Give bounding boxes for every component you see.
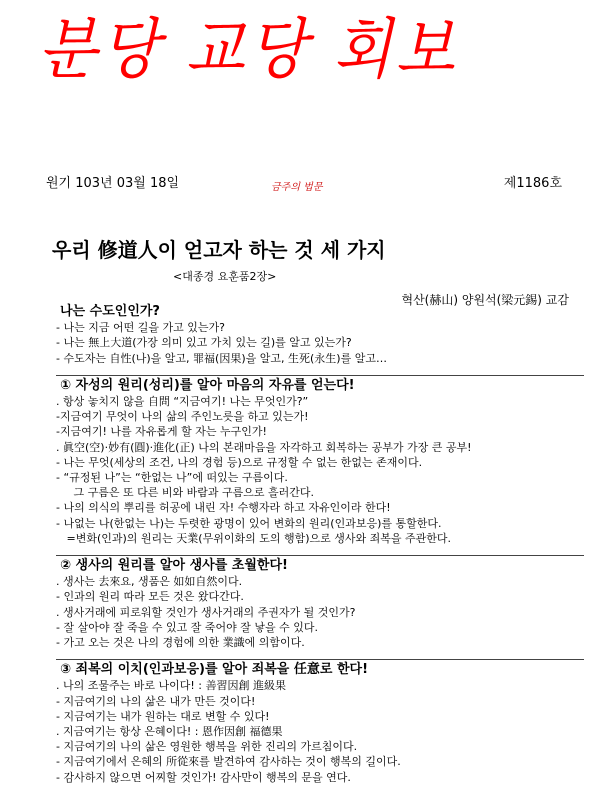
body-line: . 眞空(空)·妙有(圓)·進化(正) 나의 본래마음을 자각하고 회복하는 공부가 가장 큰 공부! xyxy=(56,440,472,454)
newsletter-masthead: 분당 교당 회보 xyxy=(38,11,458,88)
section xyxy=(56,555,584,650)
body-line: - 나는 무엇(세상의 조건, 나의 경험 등)으로 규정할 수 없는 한없는 존재이다. xyxy=(56,455,423,469)
body-line: - 가고 오는 것은 나의 경험에 의한 業識에 의함이다. xyxy=(56,636,305,650)
body-line: -지금여기 무엇이 나의 삶의 주인노릇을 하고 있는가! xyxy=(56,410,309,424)
body-line: . 지금여기는 항상 은혜이다! : 恩作因創 福德果 xyxy=(56,725,283,739)
body-line: 그 구름은 또 다른 비와 바람과 구름으로 흘러간다. xyxy=(56,486,314,500)
section-heading: ③ 죄복의 이치(인과보응)를 알아 죄복을 任意로 한다! xyxy=(56,659,584,677)
body-line: -지금여기! 나를 자유롭게 할 자는 누구인가! xyxy=(56,425,267,439)
body-line: . 항상 놓치지 않을 自問 “지금여기! 나는 무엇인가?” xyxy=(56,395,309,409)
body-line: - 잘 살아야 잘 죽을 수 있고 잘 죽어야 잘 낳을 수 있다. xyxy=(56,620,318,634)
body-line: . 생사는 去來요, 생품은 如如自然이다. xyxy=(56,575,243,589)
body-line: . 생사거래에 피로워할 것인가 생사거래의 주권자가 될 것인가? xyxy=(56,605,356,619)
body-line: - 지금여기에서 은혜의 所從來를 발견하여 감사하는 것이 행복의 길이다. xyxy=(56,755,401,769)
body-line: =변화(인과)의 원리는 天業(무위이화의 도의 행함)으로 생사와 죄복을 주관한다. xyxy=(56,531,451,545)
section xyxy=(56,375,584,546)
body-line: - 나없는 나(한없는 나)는 두렷한 광명이 있어 변화의 원리(인과보응)를 통할한다. xyxy=(56,516,442,530)
info-bar xyxy=(46,172,566,194)
publish-date: 원기 103년 03월 18일 xyxy=(46,176,180,191)
body-line: - 수도자는 自性(나)을 알고, 罪福(因果)을 알고, 生死(永生)를 알고… xyxy=(56,351,387,365)
section-heading: 나는 수도인인가? xyxy=(60,304,160,319)
body-line: - 인과의 원리 따라 모든 것은 왔다간다. xyxy=(56,590,244,604)
body-line: - 나는 지금 어떤 길을 가고 있는가? xyxy=(56,321,225,335)
section xyxy=(56,659,584,785)
body-line: - 나는 無上大道(가장 의미 있고 가치 있는 길)를 알고 있는가? xyxy=(56,336,352,350)
section xyxy=(56,302,584,366)
body-line: - “규정된 나”는 “한없는 나”에 떠있는 구름이다. xyxy=(56,471,288,485)
body-line: - 지금여기는 내가 원하는 대로 변할 수 있다! xyxy=(56,709,270,723)
article-author: 혁산(赫山) 양원석(梁元錫) 교감 xyxy=(401,293,569,307)
weekly-dharma-badge: 금주의 법문 xyxy=(271,182,323,193)
body-line: - 나의 의식의 뿌리를 허공에 내린 자! 수행자라 하고 자유인이라 한다! xyxy=(56,501,391,515)
body-line: - 감사하지 않으면 어찌할 것인가! 감사만이 행복의 문을 연다. xyxy=(56,770,351,784)
body-line: - 지금여기의 나의 삶은 내가 만든 것이다! xyxy=(56,694,256,708)
section-heading: ① 자성의 원리(성리)를 알아 마음의 자유를 얻는다! xyxy=(56,375,584,393)
body-line: - 지금여기의 나의 삶은 영원한 행복을 위한 진리의 가르침이다. xyxy=(56,740,358,754)
article-subtitle: <대종경 요훈품2장> xyxy=(173,270,277,283)
article-body xyxy=(56,302,584,785)
issue-number: 제1186호 xyxy=(503,176,562,191)
body-line: . 나의 조물주는 바로 나이다! : 善習因創 進級果 xyxy=(56,679,286,693)
section-heading: ② 생사의 원리를 알아 생사를 초월한다! xyxy=(56,555,584,573)
article-title: 우리 修道人이 얻고자 하는 것 세 가지 xyxy=(52,238,386,262)
